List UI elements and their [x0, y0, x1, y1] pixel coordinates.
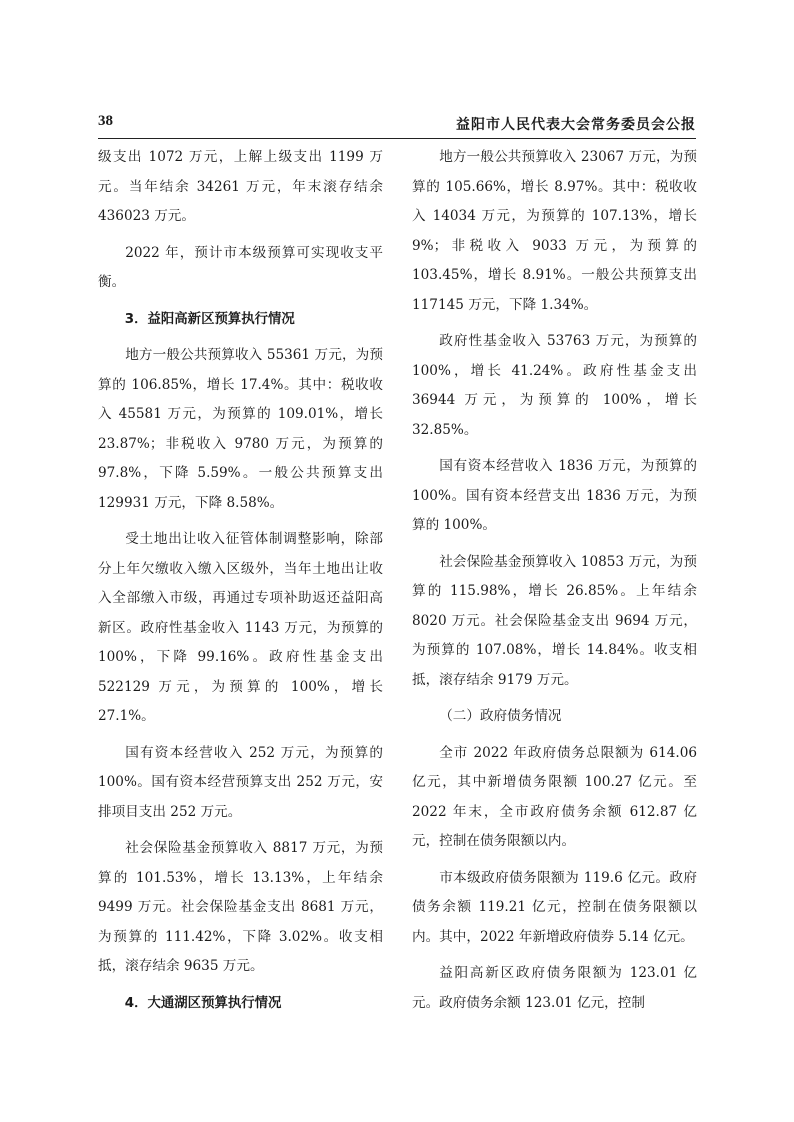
paragraph: 地方一般公共预算收入 23067 万元，为预算的 105.66%，增长 8.97%。其中：税收收入 14034 万元，为预算的 107.13%，增长 9%；非税收入 9033 万元，为预算的 103.45%，增长 8.91%。一般公共预算支出 117145 万元，下降 1.34%。	[412, 149, 697, 313]
paragraph: 地方一般公共预算收入 55361 万元，为预算的 106.85%，增长 17.4%。其中：税收收入 45581 万元，为预算的 109.01%，增长 23.87%；非税收入 9780 万元，为预算的 97.8%，下降 5.59%。一般公共预算支出 129931 万元，下降 8.58%。	[98, 347, 383, 511]
paragraph: 国有资本经营收入 1836 万元，为预算的 100%。国有资本经营支出 1836 万元，为预算的 100%。	[412, 458, 697, 533]
section-heading: 3．益阳高新区预算执行情况	[124, 311, 295, 327]
paragraph: 社会保险基金预算收入 8817 万元，为预算的 101.53%，增长 13.13%，上年结余 9499 万元。社会保险基金支出 8681 万元，为预算的 111.42%，下降 3.02%。收支相抵，滚存结余 9635 万元。	[98, 840, 383, 974]
section-subheading: （二）政府债务情况	[439, 708, 562, 724]
section-heading: 4．大通湖区预算执行情况	[124, 995, 282, 1011]
header-rule	[98, 138, 696, 139]
paragraph: 市本级政府债务限额为 119.6 亿元。政府债务余额 119.21 亿元，控制在债务限额以内。其中，2022 年新增政府债券 5.14 亿元。	[412, 869, 697, 945]
page-header	[98, 113, 696, 137]
left-column	[98, 143, 383, 1025]
paragraph: 级支出 1072 万元，上解上级支出 1199 万元。当年结余 34261 万元，年末滚存结余 436023 万元。	[98, 149, 383, 224]
paragraph: 2022 年，预计市本级预算可实现收支平衡。	[98, 244, 383, 290]
page-number: 38	[98, 113, 113, 129]
paragraph: 社会保险基金预算收入 10853 万元，为预算的 115.98%，增长 26.85%。上年结余 8020 万元。社会保险基金支出 9694 万元，为预算的 107.08%，增长 14.84%。收支相抵，滚存结余 9179 万元。	[412, 553, 697, 688]
journal-title: 益阳市人民代表大会常务委员会公报	[456, 117, 696, 133]
paragraph: 益阳高新区政府债务限额为 123.01 亿元。政府债务余额 123.01 亿元，控制	[412, 965, 697, 1011]
paragraph: 国有资本经营收入 252 万元，为预算的 100%。国有资本经营预算支出 252 万元，安排项目支出 252 万元。	[98, 744, 383, 820]
paragraph: 政府性基金收入 53763 万元，为预算的 100%，增长 41.24%。政府性基金支出 36944 万元，为预算的 100%，增长 32.85%。	[412, 333, 697, 438]
paragraph: 受土地出让收入征管体制调整影响，除部分上年欠缴收入缴入区级外，当年土地出让收入全部缴入市级，再通过专项补助返还益阳高新区。政府性基金收入 1143 万元，为预算的 100%，下降 99.16%。政府性基金支出 522129 万元，为预算的 100%，增长 27.1%。	[98, 531, 383, 724]
paragraph: 全市 2022 年政府债务总限额为 614.06 亿元，其中新增债务限额 100.27 亿元。至 2022 年末，全市政府债务余额 612.87 亿元，控制在债务限额以内。	[412, 744, 697, 849]
right-column	[412, 143, 697, 1025]
